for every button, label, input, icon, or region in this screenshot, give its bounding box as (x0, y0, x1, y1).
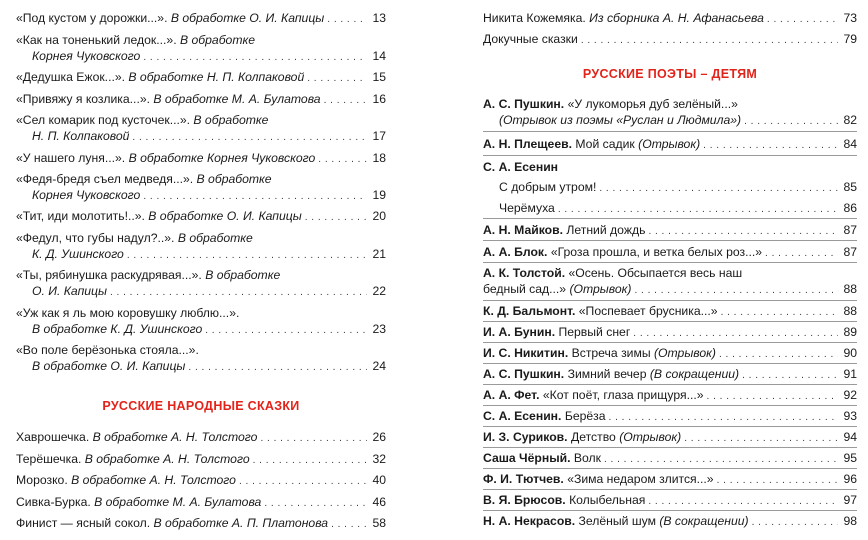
toc-entry: Сивка-Бурка. В обработке М. А. Булатова . . . 46 (16, 495, 386, 511)
right-column (483, 0, 857, 540)
page-number: 92 (843, 388, 857, 402)
toc-entry-cont: бедный сад...» (Отрывок) . . . 88 (483, 282, 857, 298)
toc-entry: А. Н. Майков. Летний дождь . . . 87 (483, 223, 857, 239)
toc-entry: Докучные сказки . . . 79 (483, 32, 857, 48)
page-number: 40 (372, 473, 386, 487)
page-number: 88 (843, 282, 857, 296)
toc-entry-cont: О. И. Капицы . . . 22 (16, 284, 386, 300)
toc-entry: «Федя-бредя съел медведя...». В обработке (16, 172, 272, 186)
page-number: 21 (372, 247, 386, 261)
toc-entry: Финист — ясный сокол. В обработке А. П. Платонова . . . 58 (16, 516, 386, 532)
toc-entry: С. А. Есенин (483, 160, 559, 174)
page-number: 85 (843, 180, 857, 194)
toc-entry: «Привяжу я козлика...». В обработке М. А. Булатова . . . 16 (16, 92, 386, 108)
page-number: 96 (843, 472, 857, 486)
toc-entry: И. З. Суриков. Детство (Отрывок) . . . 94 (483, 430, 857, 446)
toc-entry: «Сел комарик под кусточек...». В обработке (16, 113, 269, 127)
toc-entry: А. С. Пушкин. «У лукоморья дуб зелёный...» (483, 97, 738, 111)
page-number: 88 (843, 304, 857, 318)
page-number: 87 (843, 245, 857, 259)
page-number: 22 (372, 284, 386, 298)
page-number: 79 (843, 32, 857, 46)
page-number: 87 (843, 223, 857, 237)
page-number: 90 (843, 346, 857, 360)
page-number: 91 (843, 367, 857, 381)
section-title-folk-tales: РУССКИЕ НАРОДНЫЕ СКАЗКИ (102, 399, 300, 413)
page-number: 46 (372, 495, 386, 509)
toc-entry: «Во поле берёзонька стояла...». (16, 343, 199, 357)
page-number: 58 (372, 516, 386, 530)
toc-entry: А. А. Блок. «Гроза прошла, и ветка белых роз...» . . . 87 (483, 245, 857, 261)
page-number: 73 (843, 11, 857, 25)
page-number: 24 (372, 359, 386, 373)
page-number: 23 (372, 322, 386, 336)
page-number: 98 (843, 514, 857, 528)
toc-entry: А. Н. Плещеев. Мой садик (Отрывок) . . . 84 (483, 137, 857, 153)
page-number: 14 (372, 49, 386, 63)
toc-entry: «Федул, что губы надул?..». В обработке (16, 231, 253, 245)
toc-entry: И. С. Никитин. Встреча зимы (Отрывок) . . . 90 (483, 346, 857, 362)
toc-entry: К. Д. Бальмонт. «Поспевает брусника...» . . . 88 (483, 304, 857, 320)
toc-entry: «Тит, иди молотить!..». В обработке О. И. Капицы . . . 20 (16, 209, 386, 225)
toc-entry-cont: К. Д. Ушинского . . . 21 (16, 247, 386, 263)
page-number: 89 (843, 325, 857, 339)
page-number: 15 (372, 70, 386, 84)
toc-entry: С. А. Есенин. Берёза . . . 93 (483, 409, 857, 425)
page-number: 97 (843, 493, 857, 507)
toc-entry: «Ты, рябинушка раскудрявая...». В обработке (16, 268, 281, 282)
toc-entry: Саша Чёрный. Волк . . . 95 (483, 451, 857, 467)
toc-entry: «Дедушка Ежок...». В обработке Н. П. Колпаковой . . . 15 (16, 70, 386, 86)
toc-entry: В. Я. Брюсов. Колыбельная . . . 97 (483, 493, 857, 509)
page-number: 93 (843, 409, 857, 423)
toc-entry: Хаврошечка. В обработке А. Н. Толстого . . . 26 (16, 430, 386, 446)
toc-entry: Н. А. Некрасов. Зелёный шум (В сокращении) . . . 98 (483, 514, 857, 530)
page-number: 94 (843, 430, 857, 444)
toc-entry: «Под кустом у дорожки...». В обработке О. И. Капицы . . . 13 (16, 11, 386, 27)
toc-entry: И. А. Бунин. Первый снег . . . 89 (483, 325, 857, 341)
toc-entry: А. К. Толстой. «Осень. Обсыпается весь наш (483, 266, 743, 280)
toc-entry: «Уж как я ль мою коровушку люблю...». (16, 306, 240, 320)
page-number: 18 (372, 151, 386, 165)
page-number: 16 (372, 92, 386, 106)
page-number: 82 (843, 113, 857, 127)
page-number: 20 (372, 209, 386, 223)
toc-entry: А. А. Фет. «Кот поёт, глаза прищуря...» . . . 92 (483, 388, 857, 404)
toc-entry: Ф. И. Тютчев. «Зима недаром злится...» . . . 96 (483, 472, 857, 488)
section-title-poets: РУССКИЕ ПОЭТЫ – ДЕТЯМ (582, 67, 758, 81)
page-number: 17 (372, 129, 386, 143)
toc-entry-cont: (Отрывок из поэмы «Руслан и Людмила») . . . 82 (483, 113, 857, 129)
toc-entry-cont: В обработке О. И. Капицы . . . 24 (16, 359, 386, 375)
page-number: 32 (372, 452, 386, 466)
left-column (16, 0, 386, 540)
page-number: 86 (843, 201, 857, 215)
toc-entry: Терёшечка. В обработке А. Н. Толстого . . . 32 (16, 452, 386, 468)
toc-entry: А. С. Пушкин. Зимний вечер (В сокращении) . . . 91 (483, 367, 857, 383)
page-number: 13 (372, 11, 386, 25)
toc-entry-cont: Н. П. Колпаковой . . . 17 (16, 129, 386, 145)
toc-entry: С добрым утром! . . . 85 (483, 180, 857, 196)
page-number: 84 (843, 137, 857, 151)
toc-entry-cont: Корнея Чуковского . . . 14 (16, 49, 386, 65)
toc-entry: «У нашего луня...». В обработке Корнея Чуковского . . . 18 (16, 151, 386, 167)
toc-entry: Черёмуха . . . 86 (483, 201, 857, 217)
page-number: 95 (843, 451, 857, 465)
toc-entry: «Как на тоненький ледок...». В обработке (16, 33, 256, 47)
toc-entry: Морозко. В обработке А. Н. Толстого . . . 40 (16, 473, 386, 489)
toc-entry-cont: Корнея Чуковского . . . 19 (16, 188, 386, 204)
page-number: 19 (372, 188, 386, 202)
page-number: 26 (372, 430, 386, 444)
toc-entry-cont: В обработке К. Д. Ушинского . . . 23 (16, 322, 386, 338)
toc-entry: Никита Кожемяка. Из сборника А. Н. Афанасьева . . . 73 (483, 11, 857, 27)
